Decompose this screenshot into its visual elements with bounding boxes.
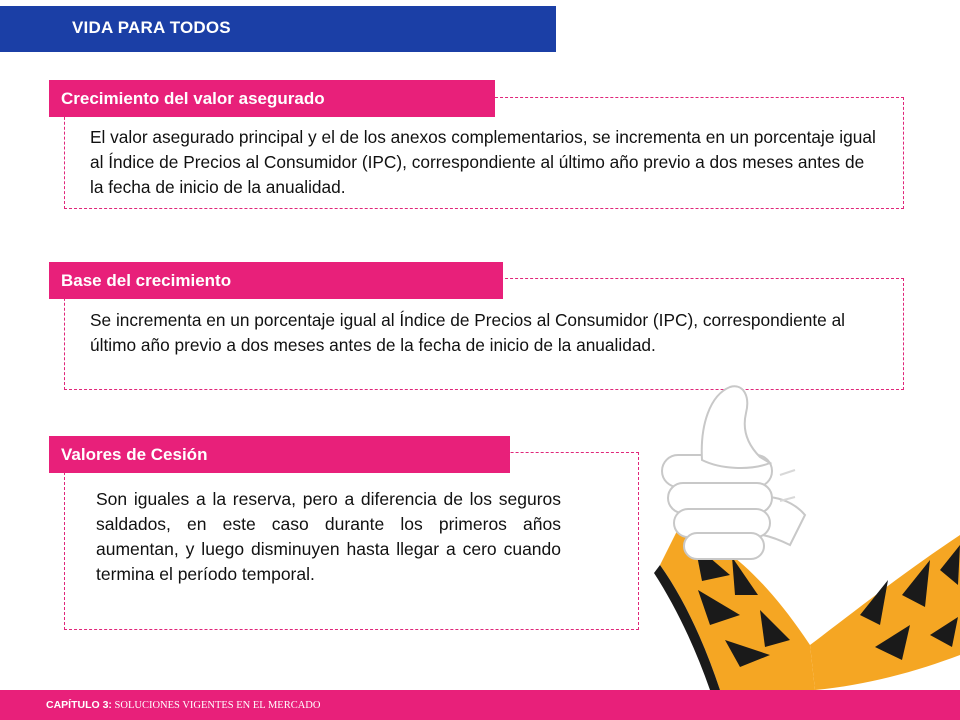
section-heading-cesion: Valores de Cesión [49,436,510,473]
footer-chapter-label: CAPÍTULO 3: [46,699,112,711]
section-heading-base: Base del crecimiento [49,262,503,299]
section-body-crecimiento: El valor asegurado principal y el de los anexos complementarios, se incrementa en un porcentaje igual al Índice de Precios al Consumidor (IPC), correspondiente al último año previo a dos meses antes de la fecha de inicio de la anualidad. [90,127,876,197]
header-bar [0,6,556,52]
tiger-thumbs-up-icon [640,385,960,690]
section-body-base: Se incrementa en un porcentaje igual al Índice de Precios al Consumidor (IPC), correspondiente al último año previo a dos meses antes de la fecha de inicio de la anualidad. [90,310,846,355]
footer-bar [0,690,960,720]
footer-chapter [46,699,320,711]
section-body-cesion: Son iguales a la reserva, pero a diferencia de los seguros saldados, en este caso durante los primeros años aumentan, y luego disminuyen hasta llegar a cero cuando termina el período temporal. [96,489,561,584]
page-title: VIDA PARA TODOS [72,18,231,37]
section-heading-crecimiento: Crecimiento del valor asegurado [49,80,495,117]
footer-chapter-title: SOLUCIONES VIGENTES EN EL MERCADO [114,700,321,711]
